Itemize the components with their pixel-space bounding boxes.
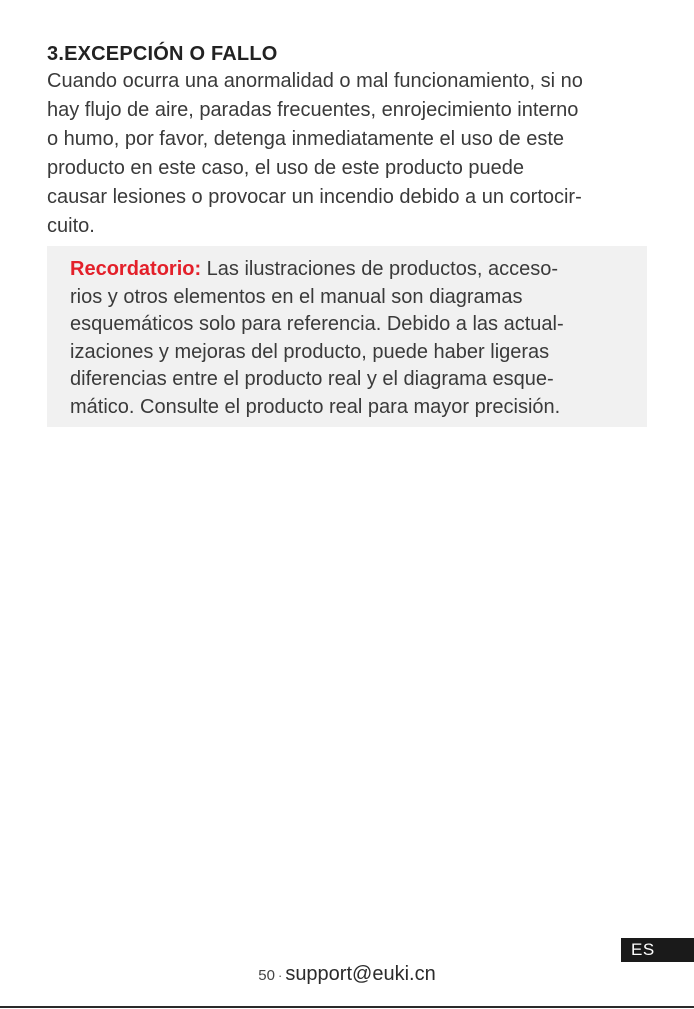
bottom-divider [0, 1006, 694, 1008]
reminder-label: Recordatorio: [70, 258, 202, 280]
language-tab: ES [621, 938, 694, 962]
reminder-line: diferencias entre el producto real y el diagrama esque- [70, 368, 554, 390]
page-number: 50 [258, 967, 275, 984]
reminder-line: izaciones y mejoras del producto, puede haber ligeras [70, 340, 550, 363]
support-email: support@euki.cn [285, 963, 436, 985]
reminder-line [70, 256, 564, 284]
reminder-line: mático. Consulte el producto real para mayor precisión. [70, 395, 561, 418]
body-line: o humo, por favor, detenga inmediatamente el uso de este [47, 128, 565, 150]
reminder-line: esquemáticos solo para referencia. Debido a las actual- [70, 313, 564, 335]
footer-separator: · [277, 968, 283, 983]
reminder-body [70, 256, 564, 421]
section-body [47, 67, 583, 241]
body-line: producto en este caso, el uso de este producto puede [47, 157, 525, 179]
reminder-line: rios y otros elementos en el manual son diagramas [70, 285, 523, 308]
section-heading: 3.EXCEPCIÓN O FALLO [47, 43, 278, 65]
page-footer [0, 960, 694, 990]
body-line: cuito. [47, 215, 95, 237]
reminder-note-box [47, 246, 647, 427]
body-line: hay flujo de aire, paradas frecuentes, enrojecimiento interno [47, 99, 579, 121]
body-line: Cuando ocurra una anormalidad o mal funcionamiento, si no [47, 70, 583, 92]
body-line: causar lesiones o provocar un incendio debido a un cortocir- [47, 186, 582, 208]
reminder-first-line-text: Las ilustraciones de productos, acceso- [201, 258, 558, 280]
